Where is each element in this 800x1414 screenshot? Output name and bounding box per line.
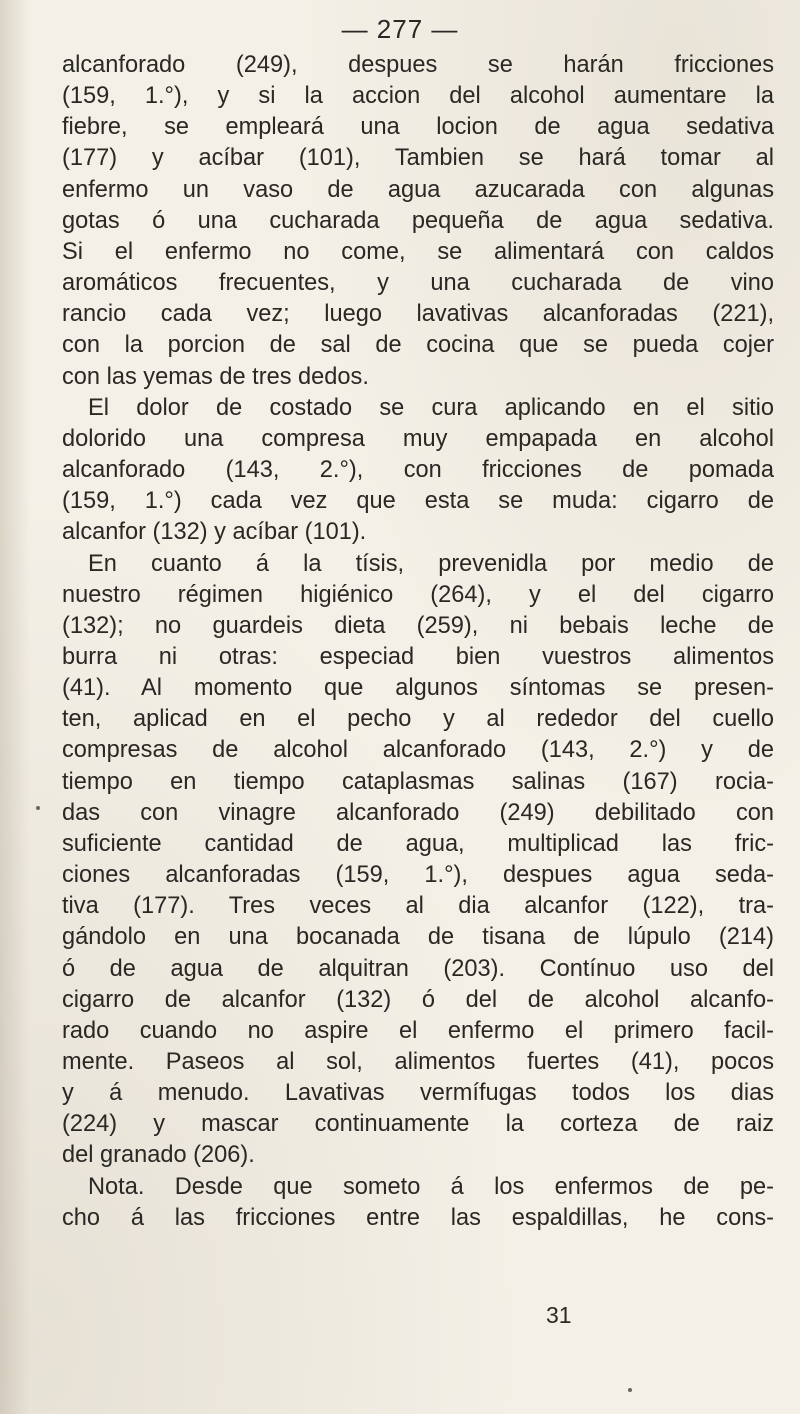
text-line: del granado (206). [62, 1142, 255, 1169]
text-line: das con vinagre alcanforado (249) debilitado con [62, 799, 774, 826]
text-line: rancio cada vez; luego lavativas alcanforadas (221), [62, 301, 774, 328]
text-line: nuestro régimen higiénico (264), y el del cigarro [62, 581, 774, 608]
text-line: alcanforado (143, 2.°), con fricciones de pomada [62, 457, 774, 484]
text-line: rado cuando no aspire el enfermo el primero facil- [62, 1017, 774, 1044]
text-line: y á menudo. Lavativas vermífugas todos los dias [62, 1080, 774, 1107]
text-line: gándolo en una bocanada de tisana de lúpulo (214) [62, 924, 774, 951]
text-line: tiva (177). Tres veces al dia alcanfor (122), tra- [62, 893, 774, 920]
text-line: alcanforado (249), despues se harán fricciones [62, 52, 774, 78]
signature-mark: 31 [546, 1302, 572, 1328]
text-line: tiempo en tiempo cataplasmas salinas (167) rocia- [62, 768, 774, 795]
text-line: (224) y mascar continuamente la corteza de raiz [62, 1111, 774, 1138]
page-edge-shadow [0, 0, 30, 1414]
paper-speck [36, 806, 40, 810]
page-number: — 277 — [341, 14, 459, 44]
text-line: alcanfor (132) y acíbar (101). [62, 519, 367, 546]
text-line: dolorido una compresa muy empapada en alcohol [62, 425, 774, 452]
text-line: (132); no guardeis dieta (259), ni bebais leche de [62, 612, 774, 639]
text-line: enfermo un vaso de agua azucarada con algunas [62, 176, 774, 203]
note-start-line: Nota. Desde que someto á los enfermos de pe- [88, 1173, 774, 1200]
paper-speck [628, 1388, 632, 1392]
text-line: (159, 1.°), y si la accion del alcohol aumentare la [62, 83, 774, 110]
paragraph-start-line: El dolor de costado se cura aplicando en el sitio [88, 394, 774, 421]
text-line: gotas ó una cucharada pequeña de agua sedativa. [62, 207, 774, 234]
text-line: (159, 1.°) cada vez que esta se muda: cigarro de [62, 488, 774, 515]
body-text [62, 50, 774, 1234]
text-line: con la porcion de sal de cocina que se pueda cojer [62, 332, 774, 359]
text-line: suficiente cantidad de agua, multiplicad las fric- [62, 830, 774, 857]
text-line: aromáticos frecuentes, y una cucharada de vino [62, 270, 774, 297]
text-line: Si el enfermo no come, se alimentará con caldos [62, 238, 774, 265]
text-line: ó de agua de alquitran (203). Contínuo uso del [62, 955, 774, 982]
text-line: (177) y acíbar (101), Tambien se hará tomar al [62, 145, 774, 172]
text-line: con las yemas de tres dedos. [62, 363, 369, 390]
text-line: fiebre, se empleará una locion de agua sedativa [62, 114, 774, 141]
text-line: compresas de alcohol alcanforado (143, 2.°) y de [62, 737, 774, 764]
text-line: ciones alcanforadas (159, 1.°), despues agua seda- [62, 862, 774, 889]
paragraph-start-line: En cuanto á la tísis, prevenidla por medio de [88, 550, 774, 577]
text-line: cho á las fricciones entre las espaldillas, he cons- [62, 1204, 774, 1231]
text-line: ten, aplicad en el pecho y al rededor del cuello [62, 706, 774, 733]
text-line: cigarro de alcanfor (132) ó del de alcohol alcanfo- [62, 986, 774, 1013]
text-line: (41). Al momento que algunos síntomas se presen- [62, 675, 774, 702]
text-line: mente. Paseos al sol, alimentos fuertes (41), pocos [62, 1049, 774, 1075]
text-line: burra ni otras: especiad bien vuestros alimentos [62, 643, 774, 670]
